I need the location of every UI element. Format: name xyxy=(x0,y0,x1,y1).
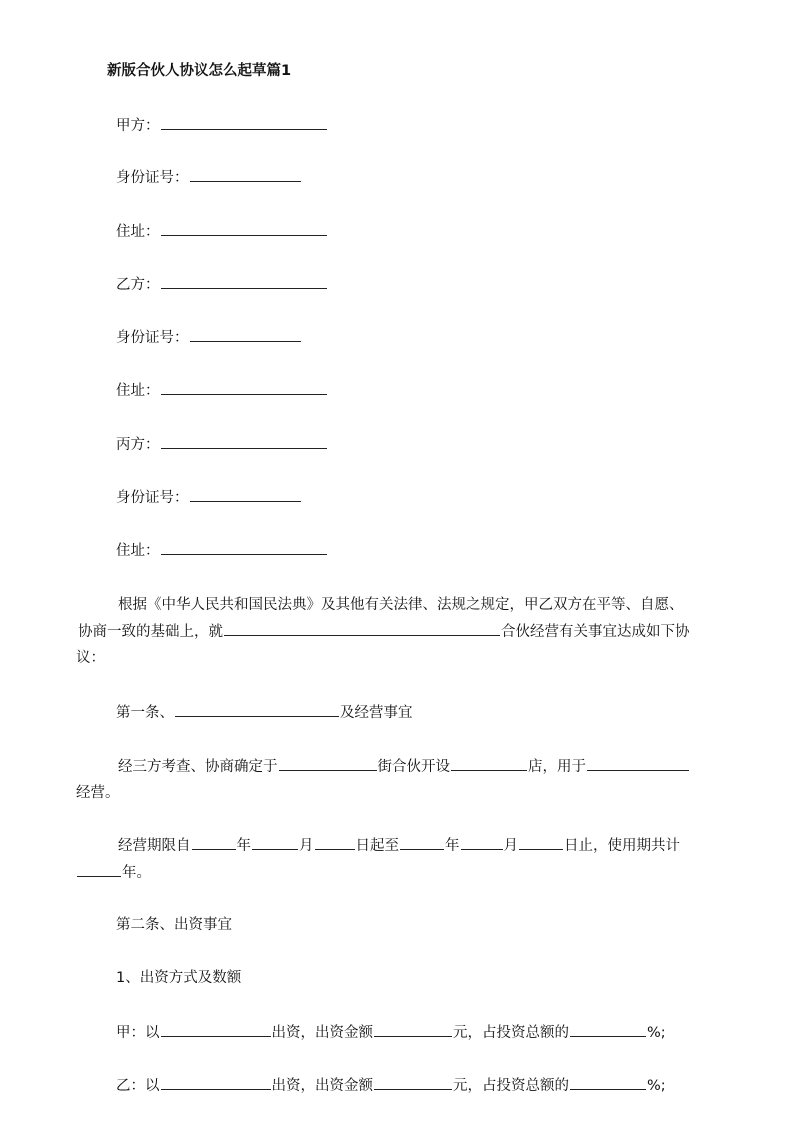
party-b-blank[interactable] xyxy=(161,274,327,289)
intro-text-b: 合伙经营有关事宜达成如下协 xyxy=(501,624,690,640)
location-line-1 xyxy=(118,756,690,777)
party-b-invest-yuan: 元，占投资总额的 xyxy=(453,1078,569,1094)
intro-line-2 xyxy=(78,621,690,642)
party-a-invest-method-blank[interactable] xyxy=(161,1022,271,1037)
party-a-label: 甲方： xyxy=(116,118,160,134)
party-b-address-label: 住址： xyxy=(116,383,160,399)
article-1-blank[interactable] xyxy=(175,702,339,717)
party-a-address-blank[interactable] xyxy=(161,221,327,236)
intro-line-3: 议： xyxy=(76,650,105,666)
article-1-suffix: 及经营事宜 xyxy=(340,705,413,721)
party-a-blank[interactable] xyxy=(161,115,327,130)
party-b-label: 乙方： xyxy=(116,277,160,293)
end-month-blank[interactable] xyxy=(461,835,503,850)
party-b-id-label: 身份证号： xyxy=(116,330,189,346)
intro-line-1: 根据《中华人民共和国民法典》及其他有关法律、法规之规定，甲乙双方在平等、自愿、 xyxy=(118,597,684,613)
party-b-address-blank[interactable] xyxy=(161,380,327,395)
party-c-address-blank[interactable] xyxy=(161,540,327,555)
location-text-3: 店，用于 xyxy=(528,759,586,775)
party-a-invest-yuan: 元，占投资总额的 xyxy=(453,1025,569,1041)
document-title: 新版合伙人协议怎么起草篇1 xyxy=(107,63,292,79)
term-line-1 xyxy=(118,835,680,856)
usage-blank[interactable] xyxy=(587,756,689,771)
party-a-id-label: 身份证号： xyxy=(116,170,189,186)
month-label-2: 月 xyxy=(503,838,518,854)
end-day-blank[interactable] xyxy=(519,835,563,850)
party-c-label: 丙方： xyxy=(116,437,160,453)
party-c-blank[interactable] xyxy=(161,434,327,449)
party-a-address-row xyxy=(116,221,328,242)
shop-blank[interactable] xyxy=(451,756,527,771)
party-c-address-row xyxy=(116,540,328,561)
party-a-invest-amount-blank[interactable] xyxy=(374,1022,452,1037)
end-year-blank[interactable] xyxy=(400,835,444,850)
party-a-row xyxy=(116,115,328,136)
start-month-blank[interactable] xyxy=(252,835,298,850)
party-a-address-label: 住址： xyxy=(116,224,160,240)
party-b-percent: %; xyxy=(647,1078,666,1094)
party-b-invest-amount-blank[interactable] xyxy=(374,1075,452,1090)
party-a-investment-row xyxy=(116,1022,666,1043)
location-text-2: 街合伙开设 xyxy=(377,759,450,775)
article-1-prefix: 第一条、 xyxy=(116,705,174,721)
start-year-blank[interactable] xyxy=(192,835,236,850)
party-c-id-blank[interactable] xyxy=(190,487,301,502)
term-text-start: 经营期限自 xyxy=(118,838,191,854)
item-1-heading: 1、出资方式及数额 xyxy=(116,970,242,986)
term-end-label: 日止，使用期共计 xyxy=(564,838,680,854)
party-b-invest-percent-blank[interactable] xyxy=(570,1075,646,1090)
party-c-address-label: 住址： xyxy=(116,543,160,559)
day-start-label: 日起至 xyxy=(355,838,399,854)
party-a-percent: %; xyxy=(647,1025,666,1041)
party-a-invest-prefix: 甲：以 xyxy=(116,1025,160,1041)
term-last-label: 年。 xyxy=(122,865,151,881)
party-b-address-row xyxy=(116,380,328,401)
location-text-1: 经三方考查、协商确定于 xyxy=(118,759,278,775)
year-label-2: 年 xyxy=(445,838,460,854)
party-c-row xyxy=(116,434,328,455)
party-a-invest-mid: 出资，出资金额 xyxy=(271,1025,373,1041)
party-a-id-row xyxy=(116,167,302,188)
party-b-id-blank[interactable] xyxy=(190,327,301,342)
party-b-row xyxy=(116,274,328,295)
year-label-1: 年 xyxy=(236,838,251,854)
party-c-id-row xyxy=(116,487,302,508)
party-b-invest-method-blank[interactable] xyxy=(161,1075,271,1090)
article-2-heading: 第二条、出资事宜 xyxy=(116,917,232,933)
intro-text-a: 协商一致的基础上，就 xyxy=(78,624,223,640)
start-day-blank[interactable] xyxy=(315,835,355,850)
party-a-invest-percent-blank[interactable] xyxy=(570,1022,646,1037)
party-a-id-blank[interactable] xyxy=(190,167,301,182)
term-line-2 xyxy=(76,862,151,883)
term-years-blank[interactable] xyxy=(77,862,121,877)
party-b-invest-mid: 出资，出资金额 xyxy=(271,1078,373,1094)
party-c-id-label: 身份证号： xyxy=(116,490,189,506)
article-1-heading xyxy=(116,702,413,723)
location-line-2: 经营。 xyxy=(76,785,120,801)
venture-name-blank[interactable] xyxy=(224,621,500,636)
month-label-1: 月 xyxy=(299,838,314,854)
street-blank[interactable] xyxy=(279,756,377,771)
party-b-invest-prefix: 乙：以 xyxy=(116,1078,160,1094)
party-b-id-row xyxy=(116,327,302,348)
party-b-investment-row xyxy=(116,1075,666,1096)
